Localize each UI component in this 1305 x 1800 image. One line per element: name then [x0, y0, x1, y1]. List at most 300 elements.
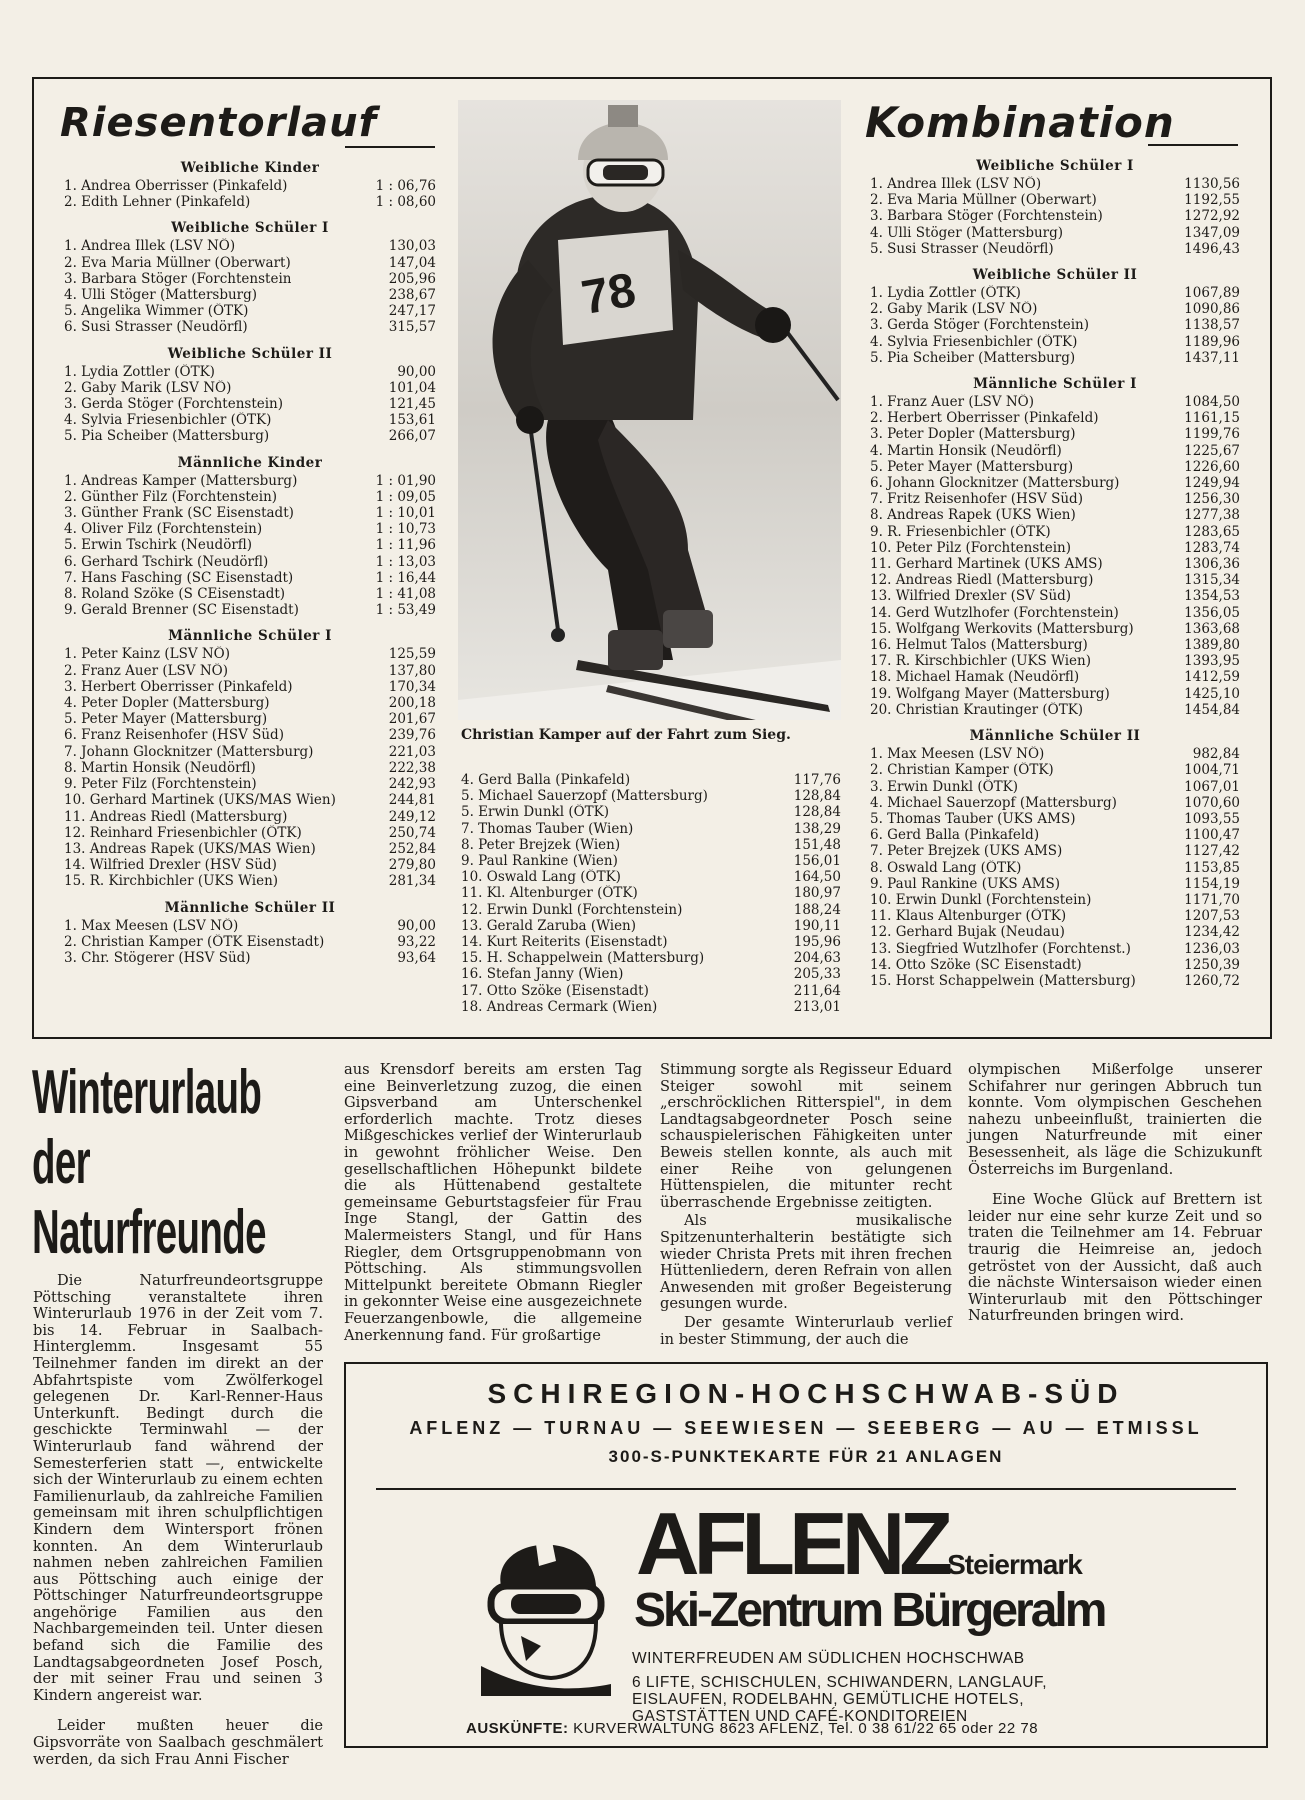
- result-value: 1454,84: [1184, 701, 1240, 718]
- result-row: [461, 934, 841, 950]
- paragraph: olympischen Mißerfolge unserer Schifahrer nur geringen Abbruch tun konnte. Vom olympischen Geschehen nahezu unbeeinflußt, trainierten die jungen Naturfreunde mit einer Besessenheit, als läge die Schizukunft Österreichs im Burgenland.: [968, 1061, 1262, 1178]
- result-row: [461, 804, 841, 820]
- result-name: 5. Pia Scheiber (Mattersburg): [64, 428, 270, 445]
- result-row: [870, 317, 1240, 333]
- result-row: [870, 686, 1240, 702]
- result-value: 1347,09: [1184, 224, 1240, 241]
- result-name: 6. Franz Reisenhofer (HSV Süd): [64, 727, 284, 744]
- result-row: [461, 853, 841, 869]
- result-row: [461, 918, 841, 934]
- result-row: [64, 711, 436, 727]
- result-name: 1. Max Meesen (LSV NÖ): [870, 746, 1045, 763]
- paragraph: Eine Woche Glück auf Brettern ist leider nur eine sehr kurze Zeit und so traten die Teilnehmer am 14. Februar traurig die Heimreise an, jedoch getröstet von der Aussicht, daß auch die nächste Wintersaison wieder einen Winterurlaub mit den Pöttschinger Naturfreunden bringen wird.: [968, 1191, 1262, 1325]
- result-row: [64, 319, 436, 335]
- result-row: [64, 873, 436, 889]
- result-value: 1084,50: [1184, 394, 1240, 411]
- result-row: [870, 827, 1240, 843]
- result-row: [64, 602, 436, 618]
- result-name: 4. Sylvia Friesenbichler (ÖTK): [64, 412, 272, 429]
- result-row: [64, 679, 436, 695]
- result-row: [870, 637, 1240, 653]
- result-name: 1. Andrea Illek (LSV NÖ): [870, 176, 1042, 192]
- result-name: 17. R. Kirschbichler (UKS Wien): [870, 653, 1091, 670]
- result-name: 1. Lydia Zottler (ÖTK): [64, 363, 215, 380]
- result-name: 5. Erwin Tschirk (Neudörfl): [64, 537, 253, 554]
- result-row: [461, 837, 841, 853]
- result-value: 121,45: [388, 396, 436, 413]
- result-row: [64, 271, 436, 287]
- result-row: [461, 950, 841, 966]
- result-value: 1393,95: [1184, 653, 1240, 670]
- result-value: 1199,76: [1184, 426, 1240, 443]
- results-section-title: Weibliche Schüler I: [171, 220, 329, 237]
- result-row: [64, 255, 436, 271]
- result-name: 1. Franz Auer (LSV NÖ): [870, 394, 1034, 411]
- result-name: 5. Angelika Wimmer (ÖTK): [64, 303, 249, 320]
- result-value: 1 : 06,76: [375, 178, 436, 194]
- result-name: 5. Thomas Tauber (UKS AMS): [870, 810, 1076, 827]
- result-name: 7. Fritz Reisenhofer (HSV Süd): [870, 491, 1083, 508]
- results-section-title: Männliche Schüler I: [973, 376, 1137, 393]
- result-name: 2. Herbert Oberrisser (Pinkafeld): [870, 410, 1099, 427]
- result-name: 12. Gerhard Bujak (Neudau): [870, 924, 1065, 941]
- skier-illustration: [458, 100, 841, 720]
- result-name: 1. Andreas Kamper (Mattersburg): [64, 472, 298, 489]
- result-row: [870, 459, 1240, 475]
- result-value: 1250,39: [1184, 956, 1240, 973]
- result-value: 128,84: [793, 788, 841, 805]
- result-row: [870, 973, 1240, 989]
- result-name: 14. Kurt Reiterits (Eisenstadt): [461, 934, 668, 951]
- result-row: [870, 843, 1240, 859]
- paragraph: Die Naturfreundeortsgruppe Pöttsching veranstaltete ihren Winterurlaub 1976 in der Zeit vom 7. bis 14. Februar in Saalbach-Hinterglemm. Insgesamt 55 Teilnehmer fanden im direkt an der Abfahrtspiste vom Zwölferkogel gelegenen Dr. Karl-Renner-Haus Unterkunft. Bedingt durch die geschickte Terminwahl — der Winterurlaub fand während der Semesterferien statt —, entwickelte sich der Winterurlaub zu einem echten Familienurlaub, da zahlreiche Familien gemeinsam mit ihren schulpflichtigen Kindern dem Wintersport frönen konnten. An dem Winterurlaub nahmen neben zahlreichen Familien aus Pöttsching auch einige der Pöttschinger Naturfreundeortsgruppe angehörige Familien aus den Nachbargemeinden teil. Unter diesen befand sich die Familie des Landtagsabgeordneten Josef Posch, der mit seiner Frau und seinen 3 Kindern angereist war.: [33, 1272, 323, 1704]
- result-value: 1 : 11,96: [375, 537, 436, 554]
- result-value: 1171,70: [1184, 891, 1240, 908]
- result-row: [870, 540, 1240, 556]
- result-value: 1225,67: [1184, 442, 1240, 459]
- result-value: 130,03: [388, 238, 436, 255]
- result-name: 8. Peter Brejzek (Wien): [461, 836, 621, 853]
- result-name: 11. Klaus Altenburger (ÖTK): [870, 908, 1067, 925]
- result-row: [870, 588, 1240, 604]
- result-name: 12. Erwin Dunkl (Forchtenstein): [461, 901, 683, 918]
- result-name: 1. Andrea Illek (LSV NÖ): [64, 238, 236, 255]
- headline-line: Naturfreunde: [32, 1198, 266, 1267]
- result-row: [64, 809, 436, 825]
- result-value: 1067,89: [1184, 285, 1240, 302]
- result-row: [870, 241, 1240, 257]
- result-value: 266,07: [388, 428, 436, 445]
- results-section-title: Weibliche Schüler II: [167, 345, 333, 362]
- advertisement: [344, 1362, 1268, 1748]
- result-name: 10. Oswald Lang (ÖTK): [461, 869, 621, 886]
- result-name: 14. Wilfried Drexler (HSV Süd): [64, 857, 277, 874]
- result-name: 6. Johann Glocknitzer (Mattersburg): [870, 475, 1120, 492]
- article-col2: [344, 1062, 642, 1344]
- ad-features: 6 LIFTE, SCHISCHULEN, SCHIWANDERN, LANGLAUF, EISLAUFEN, RODELBAHN, GEMÜTLICHE HOTELS, GASTSTÄTTEN UND CAFÉ-KONDITOREIEN: [632, 1674, 1048, 1725]
- result-row: [64, 663, 436, 679]
- result-row: [64, 918, 436, 934]
- result-row: [461, 821, 841, 837]
- result-value: 1130,56: [1184, 176, 1240, 192]
- result-row: [870, 225, 1240, 241]
- result-value: 242,93: [388, 776, 436, 793]
- result-value: 147,04: [388, 254, 436, 271]
- result-name: 13. Siegfried Wutzlhofer (Forchtenst.): [870, 940, 1131, 957]
- article-headline: [32, 1058, 322, 1268]
- result-name: 19. Wolfgang Mayer (Mattersburg): [870, 685, 1110, 702]
- result-name: 6. Susi Strasser (Neudörfl): [64, 319, 248, 336]
- article-col4: [968, 1062, 1262, 1325]
- result-value: 1 : 16,44: [375, 569, 436, 586]
- result-value: 1138,57: [1184, 317, 1240, 334]
- headline-line: der: [32, 1128, 90, 1197]
- result-value: 1 : 08,60: [375, 194, 436, 211]
- result-row: [870, 795, 1240, 811]
- result-name: 17. Otto Szöke (Eisenstadt): [461, 982, 649, 999]
- ad-info: [466, 1720, 1038, 1737]
- result-name: 8. Andreas Rapek (UKS Wien): [870, 507, 1076, 524]
- kombination-title: Kombination: [865, 98, 1175, 147]
- result-value: 204,63: [793, 950, 841, 967]
- ad-brand-block: [636, 1494, 1082, 1593]
- result-value: 125,59: [388, 646, 436, 663]
- headline-line: Winterurlaub: [32, 1058, 262, 1127]
- result-row: [64, 934, 436, 950]
- result-name: 18. Michael Hamak (Neudörfl): [870, 669, 1080, 686]
- result-value: 1 : 09,05: [375, 488, 436, 505]
- result-value: 1070,60: [1184, 794, 1240, 811]
- result-name: 12. Reinhard Friesenbichler (ÖTK): [64, 824, 302, 841]
- result-name: 1. Lydia Zottler (ÖTK): [870, 285, 1021, 302]
- result-name: 10. Erwin Dunkl (Forchtenstein): [870, 891, 1092, 908]
- result-name: 9. R. Friesenbichler (ÖTK): [870, 523, 1051, 540]
- result-row: [64, 505, 436, 521]
- result-row: [461, 902, 841, 918]
- result-name: 14. Gerd Wutzlhofer (Forchtenstein): [870, 604, 1119, 621]
- result-value: 164,50: [793, 869, 841, 886]
- result-row: [870, 779, 1240, 795]
- result-name: 11. Kl. Altenburger (ÖTK): [461, 885, 638, 902]
- result-value: 1127,42: [1184, 843, 1240, 860]
- result-name: 9. Peter Filz (Forchtenstein): [64, 776, 257, 793]
- result-row: [870, 507, 1240, 523]
- result-value: 201,67: [388, 711, 436, 728]
- result-name: 14. Otto Szöke (SC Eisenstadt): [870, 956, 1082, 973]
- result-row: [870, 860, 1240, 876]
- result-value: 1 : 41,08: [375, 586, 436, 603]
- result-row: [870, 426, 1240, 442]
- result-value: 1283,74: [1184, 539, 1240, 556]
- result-name: 6. Gerhard Tschirk (Neudörfl): [64, 553, 269, 570]
- result-row: [64, 950, 436, 966]
- result-name: 8. Martin Honsik (Neudörfl): [64, 759, 256, 776]
- result-value: 1153,85: [1184, 859, 1240, 876]
- result-value: 1389,80: [1184, 637, 1240, 654]
- result-row: [870, 491, 1240, 507]
- result-row: [461, 966, 841, 982]
- paragraph: Als musikalische Spitzenunterhalterin bestätigte sich wieder Christa Prets mit ihren frechen Hüttenliedern, deren Refrain von allen Anwesenden mit großer Begeisterung gesungen wurde.: [660, 1212, 952, 1313]
- result-value: 156,01: [793, 853, 841, 870]
- result-value: 1363,68: [1184, 620, 1240, 637]
- result-row: [870, 334, 1240, 350]
- result-value: 137,80: [388, 662, 436, 679]
- result-name: 15. R. Kirchbichler (UKS Wien): [64, 873, 279, 890]
- result-row: [870, 669, 1240, 685]
- result-value: 244,81: [388, 792, 436, 809]
- result-value: 281,34: [388, 873, 436, 890]
- result-row: [64, 287, 436, 303]
- result-name: 11. Andreas Riedl (Mattersburg): [64, 808, 288, 825]
- result-value: 213,01: [793, 998, 841, 1015]
- paragraph: Leider mußten heuer die Gipsvorräte von Saalbach geschmälert werden, da sich Frau Anni Fischer: [33, 1717, 323, 1768]
- result-value: 180,97: [793, 885, 841, 902]
- result-value: 1256,30: [1184, 491, 1240, 508]
- result-name: 2. Günther Filz (Forchtenstein): [64, 488, 278, 505]
- result-row: [870, 876, 1240, 892]
- result-row: [64, 586, 436, 602]
- result-row: [64, 521, 436, 537]
- result-name: 2. Edith Lehner (Pinkafeld): [64, 194, 251, 211]
- result-name: 4. Gerd Balla (Pinkafeld): [461, 772, 631, 788]
- skier-photo: [458, 100, 841, 720]
- result-value: 188,24: [793, 901, 841, 918]
- result-value: 1236,03: [1184, 940, 1240, 957]
- results-section-title: Männliche Schüler II: [969, 728, 1141, 745]
- result-row: [64, 412, 436, 428]
- result-value: 1356,05: [1184, 604, 1240, 621]
- result-value: 1425,10: [1184, 685, 1240, 702]
- ad-divider: [376, 1488, 1236, 1490]
- result-value: 250,74: [388, 824, 436, 841]
- result-name: 18. Andreas Cermark (Wien): [461, 998, 658, 1015]
- riesentorlauf-results: [64, 150, 436, 966]
- paragraph: Stimmung sorgte als Regisseur Eduard Steiger sowohl mit seinem „erschröcklichen Ritterspiel", in dem Landtagsabgeordneter Posch seine schauspielerischen Fähigkeiten unter Beweis stellen konnte, als auch mit einer Reihe von gelungenen Hüttenspielen, die mitunter recht überraschende Ergebnisse zeitigten.: [660, 1061, 952, 1211]
- result-row: [64, 646, 436, 662]
- result-row: [870, 443, 1240, 459]
- result-value: 279,80: [388, 857, 436, 874]
- result-row: [870, 176, 1240, 192]
- result-value: 1234,42: [1184, 924, 1240, 941]
- result-row: [870, 957, 1240, 973]
- result-name: 7. Hans Fasching (SC Eisenstadt): [64, 569, 294, 586]
- result-row: [64, 695, 436, 711]
- result-row: [870, 605, 1240, 621]
- result-row: [64, 744, 436, 760]
- paragraph: aus Krensdorf bereits am ersten Tag eine Beinverletzung zuzog, die einen Gipsverband am Unterschenkel erforderlich machte. Trotz dieses Mißgeschickes verlief der Winterurlaub in gewohnt fröhlicher Weise. Den gesellschaftlichen Höhepunkt bildete die als Hüttenabend gestaltete gemeinsame Geburtstagsfeier für Frau Inge Stangl, der Gattin des Malermeisters Stangl, und für Hans Riegler, dem Ortsgruppenobmann von Pöttsching. Als stimmungsvollen Mittelpunkt bereitete Obmann Riegler in gekonnter Weise eine ausgezeichnete Feuerzangenbowle, die allgemeine Anerkennung fand. Für großartige: [344, 1061, 642, 1344]
- results-section-title: Weibliche Schüler II: [972, 267, 1138, 284]
- result-row: [461, 885, 841, 901]
- result-value: 1306,36: [1184, 556, 1240, 573]
- result-name: 3. Gerda Stöger (Forchtenstein): [870, 317, 1090, 334]
- result-value: 1004,71: [1184, 762, 1240, 779]
- result-value: 1192,55: [1184, 192, 1240, 209]
- result-row: [64, 303, 436, 319]
- ad-tagline: WINTERFREUDEN AM SÜDLICHEN HOCHSCHWAB: [632, 1650, 1025, 1667]
- result-value: 1283,65: [1184, 523, 1240, 540]
- result-value: 1272,92: [1184, 208, 1240, 225]
- result-name: 6. Gerd Balla (Pinkafeld): [870, 827, 1040, 844]
- result-row: [870, 621, 1240, 637]
- result-name: 11. Gerhard Martinek (UKS AMS): [870, 556, 1103, 573]
- result-name: 10. Peter Pilz (Forchtenstein): [870, 539, 1071, 556]
- article-col3: [660, 1062, 952, 1348]
- result-row: [64, 380, 436, 396]
- riesentorlauf-title: Riesentorlauf: [60, 100, 377, 146]
- result-name: 2. Gaby Marik (LSV NÖ): [64, 379, 232, 396]
- result-name: 1. Andrea Oberrisser (Pinkafeld): [64, 178, 288, 194]
- result-row: [64, 841, 436, 857]
- result-name: 13. Wilfried Drexler (SV Süd): [870, 588, 1072, 605]
- result-name: 16. Helmut Talos (Mattersburg): [870, 637, 1088, 654]
- result-name: 9. Paul Rankine (Wien): [461, 853, 618, 870]
- result-value: 1207,53: [1184, 908, 1240, 925]
- result-name: 3. Günther Frank (SC Eisenstadt): [64, 505, 294, 522]
- result-row: [64, 178, 436, 194]
- result-value: 1161,15: [1184, 410, 1240, 427]
- result-value: 1100,47: [1184, 827, 1240, 844]
- result-name: 8. Roland Szöke (S CEisenstadt): [64, 586, 286, 603]
- result-name: 5. Michael Sauerzopf (Mattersburg): [461, 788, 708, 805]
- result-value: 1093,55: [1184, 810, 1240, 827]
- result-name: 2. Eva Maria Müllner (Oberwart): [64, 254, 291, 271]
- result-value: 1249,94: [1184, 475, 1240, 492]
- result-name: 3. Gerda Stöger (Forchtenstein): [64, 396, 284, 413]
- result-row: [870, 475, 1240, 491]
- result-name: 5. Peter Mayer (Mattersburg): [870, 458, 1074, 475]
- result-row: [870, 892, 1240, 908]
- result-row: [870, 908, 1240, 924]
- title-rule: [1148, 144, 1238, 146]
- result-row: [64, 554, 436, 570]
- result-row: [870, 394, 1240, 410]
- svg-text:78: 78: [577, 263, 640, 326]
- result-name: 4. Michael Sauerzopf (Mattersburg): [870, 794, 1117, 811]
- result-value: 195,96: [793, 934, 841, 951]
- article-col1: [33, 1273, 323, 1768]
- result-row: [870, 572, 1240, 588]
- skier-face-icon: [481, 1516, 611, 1696]
- result-value: 1 : 13,03: [375, 553, 436, 570]
- result-row: [64, 364, 436, 380]
- result-name: 8. Oswald Lang (ÖTK): [870, 859, 1022, 876]
- result-row: [461, 772, 841, 788]
- result-row: [64, 776, 436, 792]
- result-name: 5. Peter Mayer (Mattersburg): [64, 711, 268, 728]
- result-row: [461, 788, 841, 804]
- result-value: 1315,34: [1184, 572, 1240, 589]
- result-name: 2. Christian Kamper (ÖTK): [870, 762, 1054, 779]
- result-value: 101,04: [388, 379, 436, 396]
- results-section-title: Männliche Schüler I: [168, 628, 332, 645]
- result-row: [64, 727, 436, 743]
- result-row: [870, 301, 1240, 317]
- result-name: 5. Susi Strasser (Neudörfl): [870, 240, 1054, 257]
- result-row: [461, 999, 841, 1015]
- result-value: 222,38: [388, 759, 436, 776]
- result-name: 15. H. Schappelwein (Mattersburg): [461, 950, 705, 967]
- result-name: 4. Sylvia Friesenbichler (ÖTK): [870, 333, 1078, 350]
- result-name: 3. Erwin Dunkl (ÖTK): [870, 778, 1019, 795]
- result-value: 211,64: [793, 982, 841, 999]
- result-name: 9. Gerald Brenner (SC Eisenstadt): [64, 602, 299, 619]
- ad-brand2: Ski-Zentrum Bürgeralm: [634, 1584, 1105, 1637]
- result-row: [870, 208, 1240, 224]
- result-value: 1189,96: [1184, 333, 1240, 350]
- result-value: 151,48: [793, 836, 841, 853]
- result-value: 1260,72: [1184, 972, 1240, 989]
- result-name: 3. Herbert Oberrisser (Pinkafeld): [64, 678, 293, 695]
- result-name: 2. Gaby Marik (LSV NÖ): [870, 301, 1038, 318]
- result-value: 1 : 10,73: [375, 521, 436, 538]
- result-row: [64, 537, 436, 553]
- result-value: 252,84: [388, 840, 436, 857]
- results-section-title: Männliche Schüler II: [164, 899, 336, 916]
- result-name: 7. Johann Glocknitzer (Mattersburg): [64, 743, 314, 760]
- result-value: 1 : 53,49: [375, 602, 436, 619]
- result-value: 90,00: [397, 363, 436, 380]
- ad-brand: AFLENZ: [636, 1494, 948, 1593]
- result-name: 3. Barbara Stöger (Forchtenstein): [870, 208, 1103, 225]
- result-row: [870, 762, 1240, 778]
- result-value: 247,17: [388, 303, 436, 320]
- result-value: 1412,59: [1184, 669, 1240, 686]
- result-value: 1154,19: [1184, 875, 1240, 892]
- result-row: [870, 702, 1240, 718]
- result-name: 7. Thomas Tauber (Wien): [461, 820, 634, 837]
- photo-caption: Christian Kamper auf der Fahrt zum Sieg.: [461, 727, 791, 743]
- result-row: [870, 285, 1240, 301]
- result-name: 5. Pia Scheiber (Mattersburg): [870, 349, 1076, 366]
- result-row: [461, 869, 841, 885]
- result-value: 93,22: [397, 933, 436, 950]
- result-name: 10. Gerhard Martinek (UKS/MAS Wien): [64, 792, 336, 809]
- result-row: [870, 746, 1240, 762]
- result-row: [64, 428, 436, 444]
- result-name: 20. Christian Krautinger (ÖTK): [870, 701, 1084, 718]
- result-row: [870, 924, 1240, 940]
- result-value: 1437,11: [1184, 349, 1240, 366]
- result-name: 4. Oliver Filz (Forchtenstein): [64, 521, 263, 538]
- result-row: [64, 760, 436, 776]
- result-name: 13. Gerald Zaruba (Wien): [461, 917, 637, 934]
- result-row: [870, 811, 1240, 827]
- result-value: 315,57: [388, 319, 436, 336]
- result-value: 1496,43: [1184, 240, 1240, 257]
- result-name: 3. Chr. Stögerer (HSV Süd): [64, 949, 251, 966]
- result-row: [64, 489, 436, 505]
- result-name: 3. Peter Dopler (Mattersburg): [870, 426, 1076, 443]
- result-name: 4. Peter Dopler (Mattersburg): [64, 695, 270, 712]
- result-value: 239,76: [388, 727, 436, 744]
- result-value: 1226,60: [1184, 458, 1240, 475]
- result-row: [870, 556, 1240, 572]
- result-value: 249,12: [388, 808, 436, 825]
- result-row: [64, 792, 436, 808]
- result-row: [64, 194, 436, 210]
- ad-ticket: 300-S-PUNKTEKARTE FÜR 21 ANLAGEN: [608, 1447, 1004, 1466]
- result-name: 4. Ulli Stöger (Mattersburg): [64, 287, 258, 304]
- result-value: 238,67: [388, 287, 436, 304]
- result-value: 93,64: [397, 949, 436, 966]
- result-value: 153,61: [388, 412, 436, 429]
- result-name: 13. Andreas Rapek (UKS/MAS Wien): [64, 840, 316, 857]
- result-name: 12. Andreas Riedl (Mattersburg): [870, 572, 1094, 589]
- result-value: 128,84: [793, 804, 841, 821]
- result-name: 2. Christian Kamper (ÖTK Eisenstadt): [64, 933, 325, 950]
- result-value: 190,11: [793, 917, 841, 934]
- result-name: 15. Wolfgang Werkovits (Mattersburg): [870, 620, 1134, 637]
